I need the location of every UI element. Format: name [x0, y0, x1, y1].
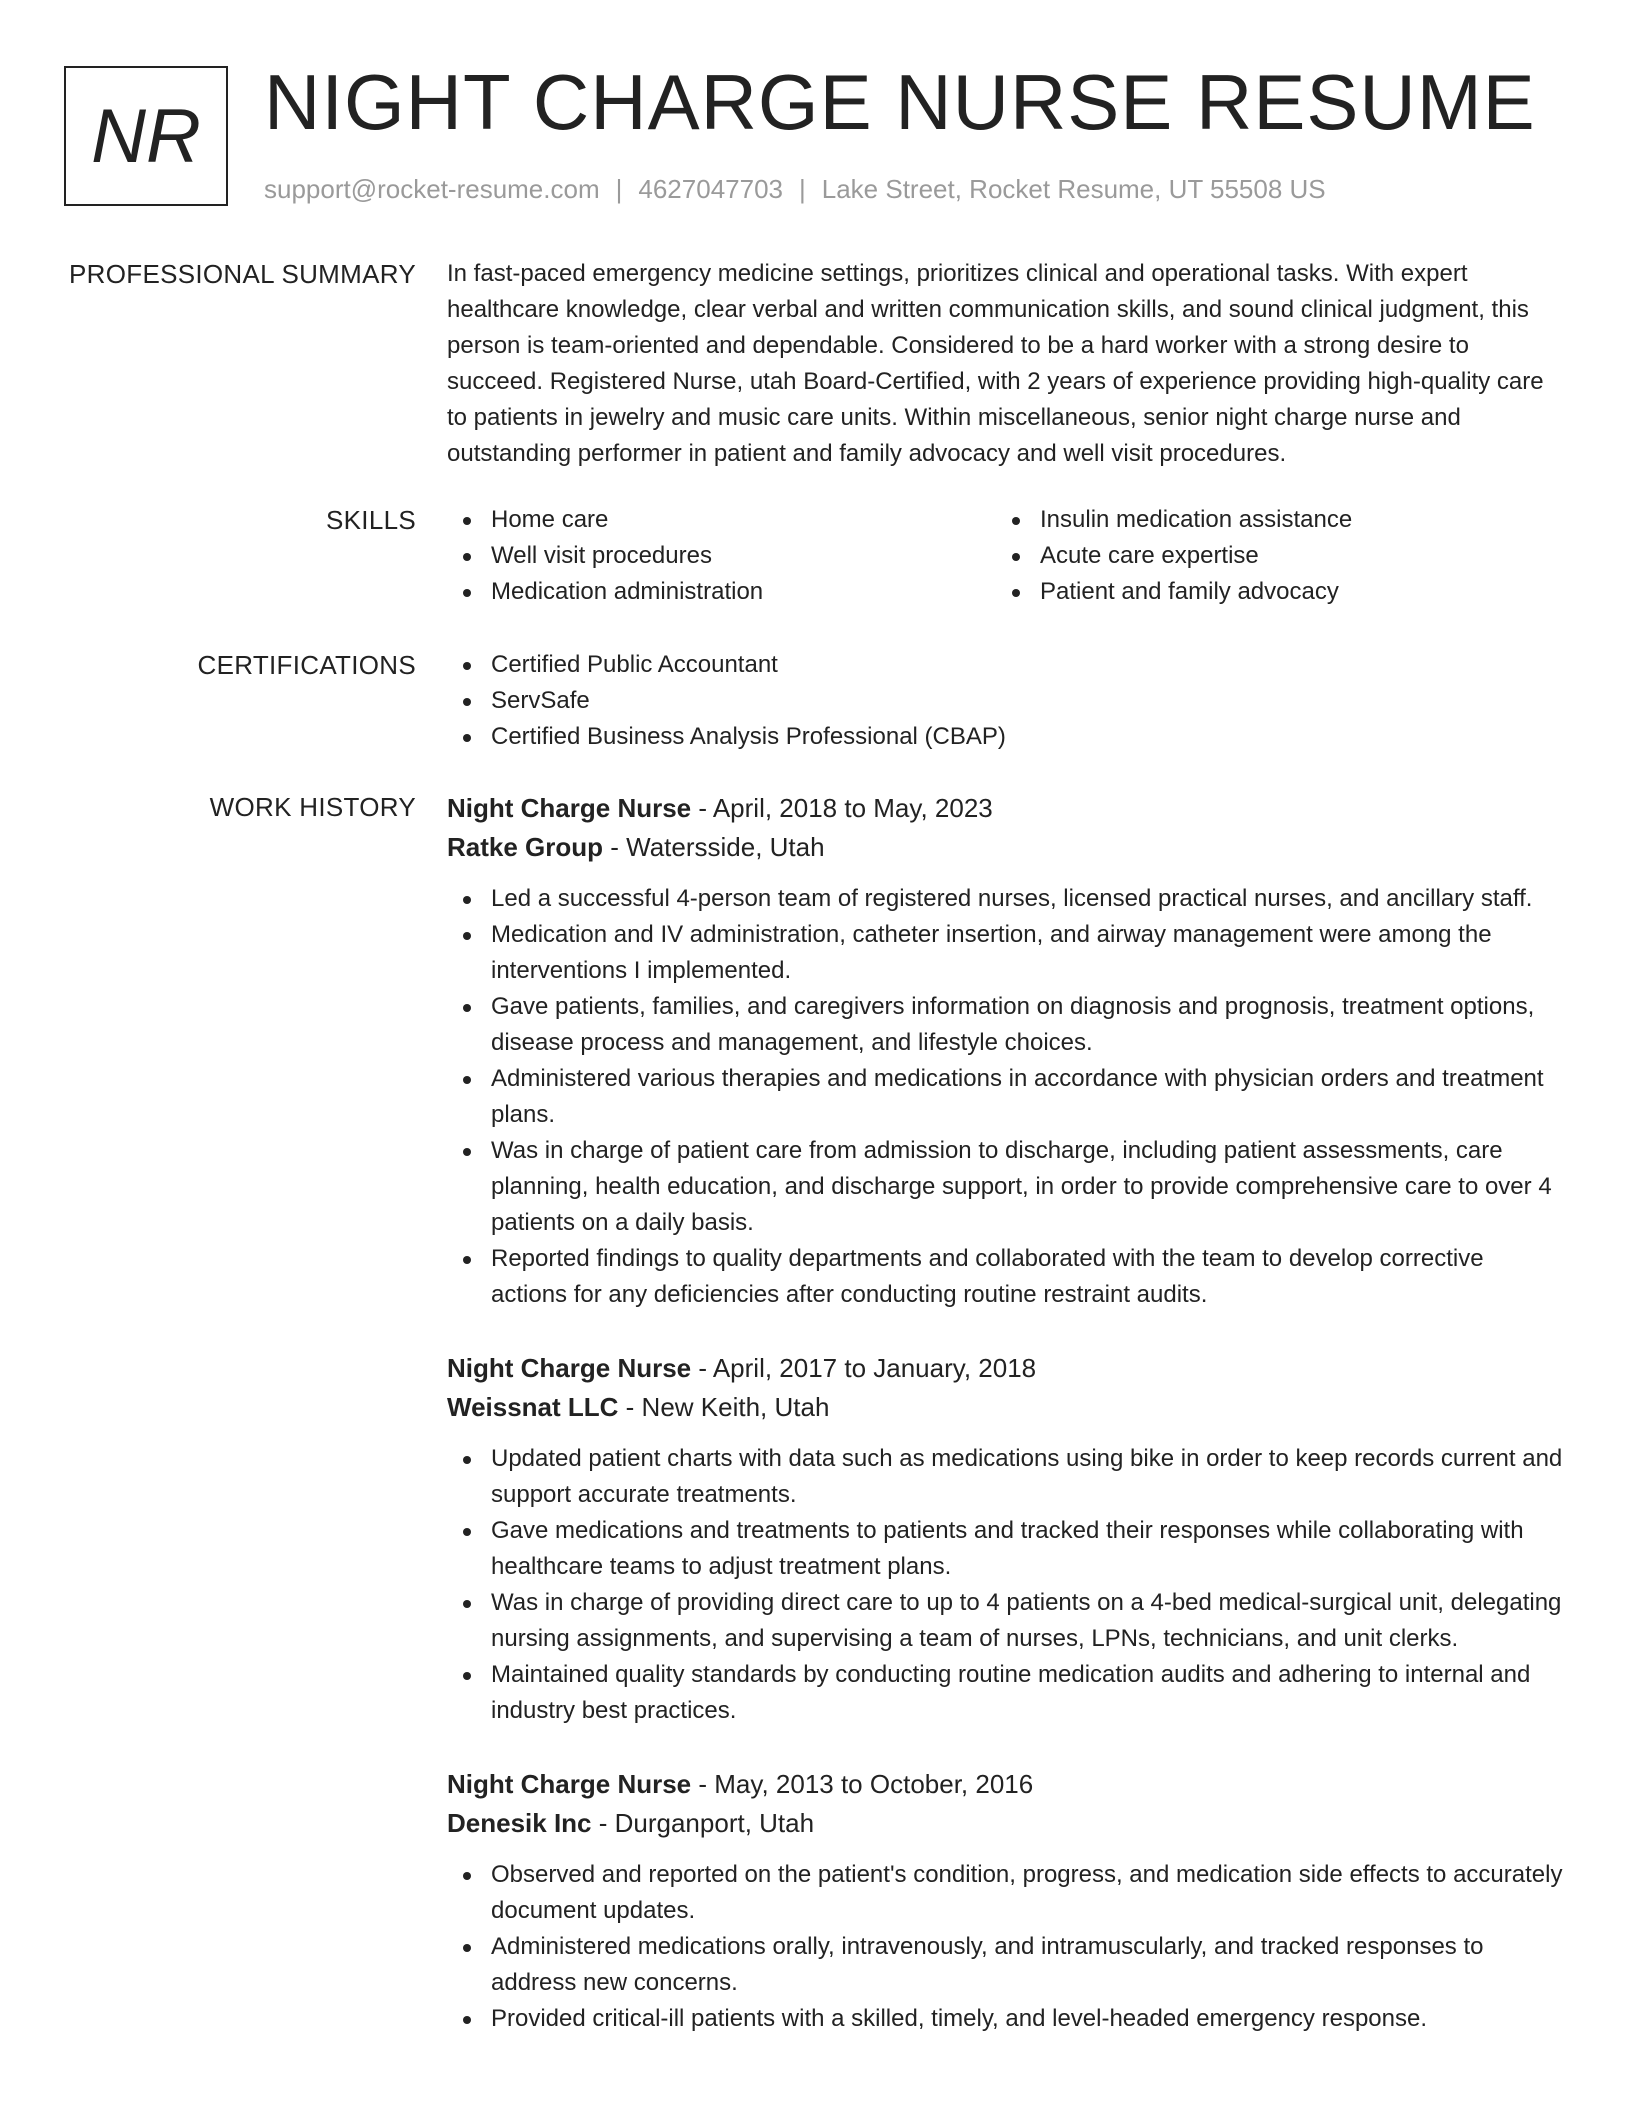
summary-heading: PROFESSIONAL SUMMARY: [69, 259, 416, 289]
job-location: - Durganport, Utah: [591, 1808, 815, 1838]
job-bullet: Led a successful 4-person team of registered nurses, licensed practical nurses, and ancillary staff.: [447, 881, 1565, 917]
job-title-line: [447, 789, 1565, 828]
certification-item: Certified Public Accountant: [447, 647, 1565, 683]
job-bullet: Administered medications orally, intravenously, and intramuscularly, and tracked responses to address new concerns.: [447, 1929, 1565, 2001]
skill-item: Well visit procedures: [447, 538, 996, 574]
job-bullet: Was in charge of providing direct care to up to 4 patients on a 4-bed medical-surgical unit, delegating nursing assignments, and supervising a team of nurses, LPNs, technicians, and unit clerks.: [447, 1585, 1565, 1657]
job-bullet: Gave patients, families, and caregivers information on diagnosis and prognosis, treatment options, disease process and management, and lifestyle choices.: [447, 989, 1565, 1061]
summary-body: [447, 256, 1565, 472]
monogram-badge: [64, 66, 228, 206]
job-company: Ratke Group: [447, 832, 604, 862]
contact-line: [264, 174, 1326, 205]
job-company: Denesik Inc: [447, 1808, 592, 1838]
skills-list-left: [447, 502, 996, 610]
job-bullet: Reported findings to quality departments and collaborated with the team to develop corrective actions for any deficiencies after conducting routine restraint audits.: [447, 1241, 1565, 1313]
job-company-line: [447, 828, 1565, 867]
job-entry: [447, 1765, 1565, 2037]
job-company-line: [447, 1388, 1565, 1427]
job-bullet: Administered various therapies and medications in accordance with physician orders and treatment plans.: [447, 1061, 1565, 1133]
job-title-line: [447, 1765, 1565, 1804]
skill-item: Acute care expertise: [996, 538, 1545, 574]
resume-title: NIGHT CHARGE NURSE RESUME: [264, 58, 1536, 146]
job-location: - Watersside, Utah: [603, 832, 825, 862]
contact-separator: |: [799, 174, 806, 204]
contact-separator: |: [615, 174, 623, 204]
skills-grid: [447, 502, 1565, 610]
job-title: Night Charge Nurse: [447, 793, 692, 823]
job-bullet: Observed and reported on the patient's condition, progress, and medication side effects to accurately document updates.: [447, 1857, 1565, 1929]
skill-item: Patient and family advocacy: [996, 574, 1545, 610]
job-bullet: Provided critical-ill patients with a skilled, timely, and level-headed emergency response.: [447, 2001, 1565, 2037]
skill-item: Medication administration: [447, 574, 996, 610]
contact-address: Lake Street, Rocket Resume, UT 55508 US: [821, 174, 1326, 204]
job-title-line: [447, 1349, 1565, 1388]
certifications-heading: CERTIFICATIONS: [197, 650, 416, 680]
certification-item: ServSafe: [447, 683, 1565, 719]
job-bullet: Maintained quality standards by conducting routine medication audits and adhering to internal and industry best practices.: [447, 1657, 1565, 1729]
job-company-line: [447, 1804, 1565, 1843]
summary-text: In fast-paced emergency medicine settings, prioritizes clinical and operational tasks. With expert healthcare knowledge, clear verbal and written communication skills, and sound clinical judgment, this person is team-oriented and dependable. Considered to be a hard worker with a strong desire to succeed. Registered Nurse, utah Board-Certified, with 2 years of experience providing high-quality care to patients in jewelry and music care units. Within miscellaneous, senior night charge nurse and outstanding performer in patient and family advocacy and well visit procedures.: [447, 260, 1544, 467]
job-bullets: [447, 1857, 1565, 2037]
job-bullets: [447, 881, 1565, 1313]
job-bullet: Updated patient charts with data such as medications using bike in order to keep records current and support accurate treatments.: [447, 1441, 1565, 1513]
job-dates: - April, 2018 to May, 2023: [691, 793, 993, 823]
skill-item: Insulin medication assistance: [996, 502, 1545, 538]
job-bullet: Was in charge of patient care from admission to discharge, including patient assessments, care planning, health education, and discharge support, in order to provide comprehensive care to over 4 patients on a daily basis.: [447, 1133, 1565, 1241]
skills-heading: SKILLS: [326, 505, 416, 535]
job-title: Night Charge Nurse: [447, 1353, 692, 1383]
job-dates: - May, 2013 to October, 2016: [691, 1769, 1034, 1799]
certifications-list: [447, 647, 1565, 755]
job-entry: [447, 1349, 1565, 1729]
skill-item: Home care: [447, 502, 996, 538]
skills-body: [447, 502, 1565, 610]
job-company: Weissnat LLC: [447, 1392, 619, 1422]
work-history-heading: WORK HISTORY: [209, 792, 416, 822]
job-location: - New Keith, Utah: [618, 1392, 830, 1422]
job-bullets: [447, 1441, 1565, 1729]
skills-list-right: [996, 502, 1545, 610]
contact-email: support@rocket-resume.com: [264, 174, 600, 204]
job-bullet: Gave medications and treatments to patients and tracked their responses while collaborating with healthcare teams to adjust treatment plans.: [447, 1513, 1565, 1585]
work-history-body: [447, 789, 1565, 2073]
job-entry: [447, 789, 1565, 1313]
job-dates: - April, 2017 to January, 2018: [691, 1353, 1037, 1383]
certifications-body: [447, 647, 1565, 755]
contact-phone: 4627047703: [638, 174, 783, 204]
monogram-initials: NR: [91, 93, 201, 179]
job-bullet: Medication and IV administration, catheter insertion, and airway management were among the interventions I implemented.: [447, 917, 1565, 989]
job-title: Night Charge Nurse: [447, 1769, 692, 1799]
certification-item: Certified Business Analysis Professional (CBAP): [447, 719, 1565, 755]
